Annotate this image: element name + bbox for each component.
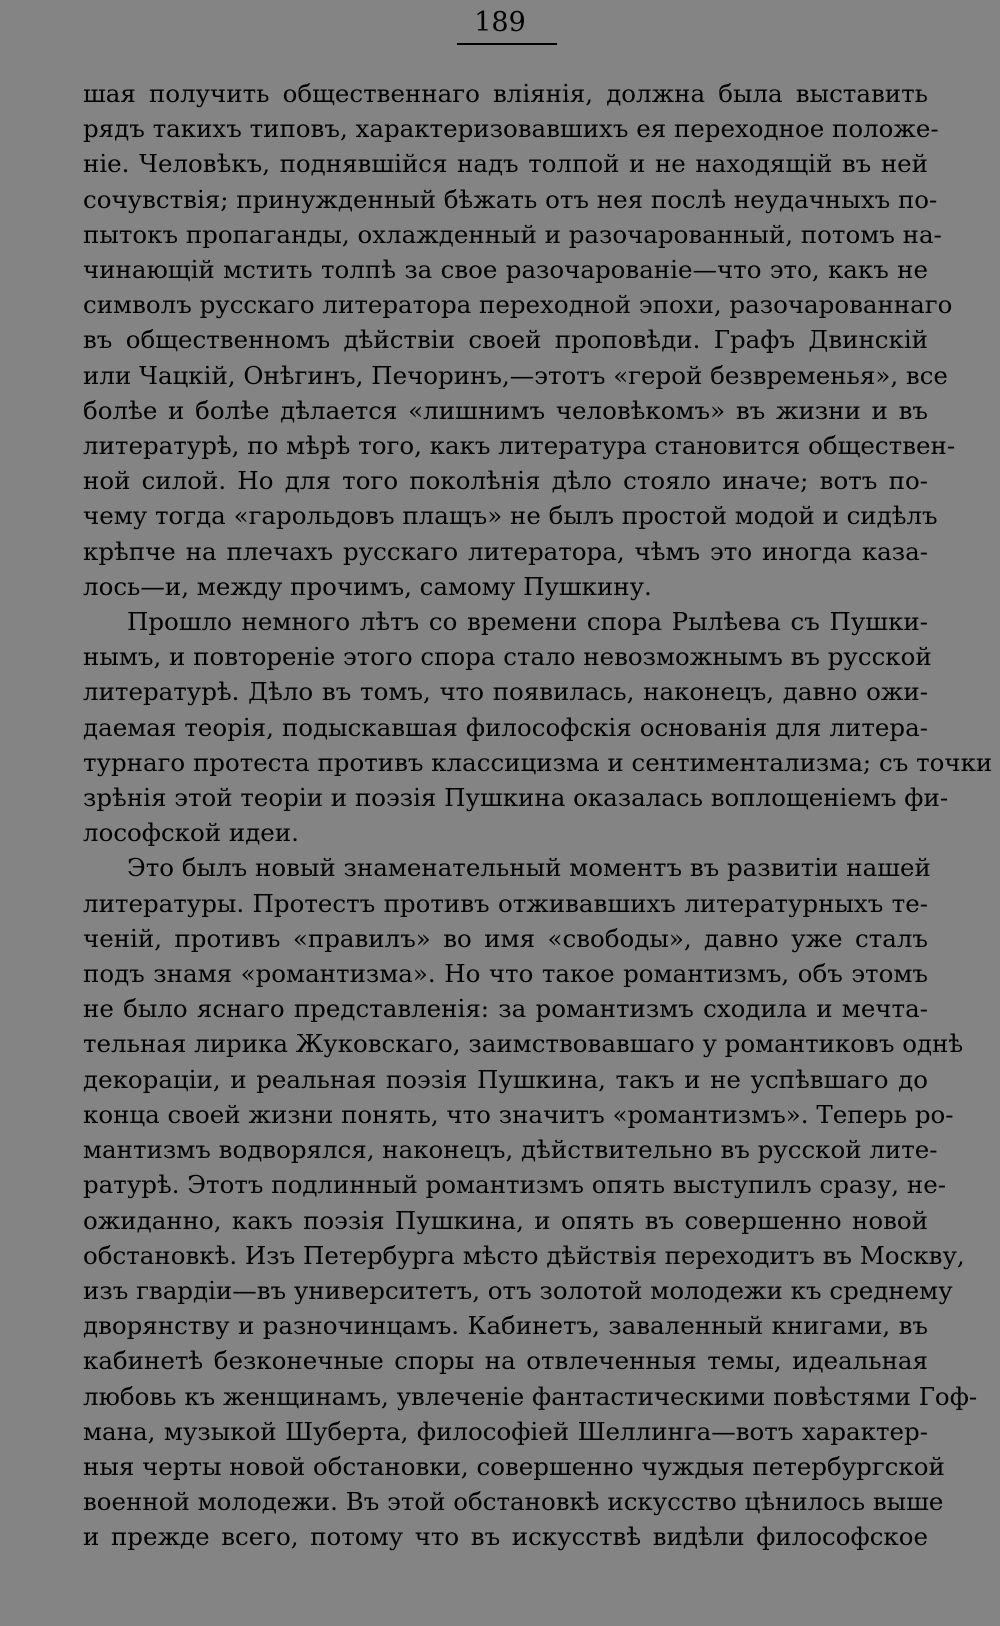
text-line: крѣпче на плечахъ русскаго литератора, чѣмъ это иногда каза- [83, 536, 928, 566]
text-line: зрѣнія этой теоріи и поэзія Пушкина оказалась воплощеніемъ фи- [83, 783, 949, 813]
text-line: пытокъ пропаганды, охлажденный и разочарованный, потомъ на- [83, 219, 942, 249]
text-line: Это былъ новый знаменательный моментъ въ развитіи нашей [127, 853, 931, 883]
text-line: символъ русскаго литератора переходной эпохи, разочарованнаго [83, 290, 953, 320]
text-line: и прежде всего, потому что въ искусствѣ видѣли философское [83, 1522, 928, 1552]
text-line: ніе. Человѣкъ, поднявшійся надъ толпой и не находящій въ ней [83, 149, 928, 179]
text-line: конца своей жизни понять, что значитъ «романтизмъ». Теперь ро- [83, 1099, 954, 1129]
page-number: 189 [474, 7, 526, 38]
text-line: нымъ, и повтореніе этого спора стало невозможнымъ въ русской [83, 642, 932, 672]
text-line: декораціи, и реальная поэзія Пушкина, такъ и не успѣвшаго до [83, 1064, 928, 1094]
text-line: даемая теорія, подыскавшая философскія основанія для литера- [83, 712, 928, 742]
text-line: изъ гвардіи—въ университетъ, отъ золотой молодежи къ среднему [83, 1275, 953, 1305]
text-line: не было яснаго представленія: за романтизмъ сходила и мечта- [83, 994, 928, 1024]
text-line: шая получить общественнаго вліянія, должна была выставить [83, 79, 928, 108]
text-line: лософской идеи. [83, 818, 299, 848]
text-line: въ общественномъ дѣйствіи своей проповѣди. Графъ Двинскій [83, 325, 928, 355]
text-line: мана, музыкой Шуберта, философіей Шеллинга—вотъ характер- [83, 1416, 928, 1446]
paragraph [83, 850, 978, 1554]
text-line: военной молодежи. Въ этой обстановкѣ искусство цѣнилось выше [83, 1487, 944, 1517]
text-line: ныя черты новой обстановки, совершенно чуждыя петербургской [83, 1451, 945, 1481]
text-line: литературы. Протестъ противъ отживавшихъ литературныхъ те- [83, 888, 928, 918]
text-line: лось—и, между прочимъ, самому Пушкину. [83, 571, 652, 601]
header-rule [457, 43, 557, 45]
text-line: ратурѣ. Этотъ подлинный романтизмъ опять выступилъ сразу, не- [83, 1170, 946, 1200]
text-line: или Чацкій, Онѣгинъ, Печоринъ,—этотъ «герой безвременья», все [83, 360, 948, 390]
text-line: мантизмъ водворялся, наконецъ, дѣйствительно въ русской лите- [83, 1135, 938, 1165]
text-line: Прошло немного лѣтъ со времени спора Рылѣева съ Пушки- [127, 607, 928, 637]
text-line: ной силой. Но для того поколѣнія дѣло стояло иначе; вотъ по- [83, 466, 928, 496]
text-line: турнаго протеста противъ классицизма и сентиментализма; съ точки [83, 747, 993, 777]
body-text [83, 76, 993, 1555]
text-line: сочувствія; принужденный бѣжать отъ нея послѣ неудачныхъ по- [83, 184, 938, 214]
paragraph [83, 76, 956, 604]
text-line: подъ знамя «романтизма». Но что такое романтизмъ, объ этомъ [83, 959, 928, 989]
text-line: литературѣ. Дѣло въ томъ, что появилась, наконецъ, давно ожи- [83, 677, 928, 707]
text-line: чему тогда «гарольдовъ плащъ» не былъ простой модой и сидѣлъ [83, 501, 938, 531]
text-line: рядъ такихъ типовъ, характеризовавшихъ ея переходное положе- [83, 114, 939, 144]
text-line: кабинетѣ безконечные споры на отвлеченныя темы, идеальная [83, 1346, 928, 1376]
text-line: ченій, противъ «правилъ» во имя «свободы», давно уже сталъ [83, 923, 928, 953]
text-line: болѣе и болѣе дѣлается «лишнимъ человѣкомъ» въ жизни и въ [83, 395, 928, 425]
text-line: ожиданно, какъ поэзія Пушкина, и опять въ совершенно новой [83, 1205, 928, 1235]
paragraph [83, 604, 993, 850]
text-line: любовь къ женщинамъ, увлеченіе фантастическими повѣстями Гоф- [83, 1381, 978, 1411]
text-line: чинающій мстить толпѣ за свое разочарованіе—что это, какъ не [83, 255, 928, 285]
text-line: дворянству и разночинцамъ. Кабинетъ, заваленный книгами, въ [83, 1311, 928, 1341]
text-line: литературѣ, по мѣрѣ того, какъ литература становится обществен- [83, 431, 956, 461]
text-line: обстановкѣ. Изъ Петербурга мѣсто дѣйствія переходитъ въ Москву, [83, 1240, 965, 1270]
text-line: тельная лирика Жуковскаго, заимствовавшаго у романтиковъ однѣ [83, 1029, 964, 1059]
